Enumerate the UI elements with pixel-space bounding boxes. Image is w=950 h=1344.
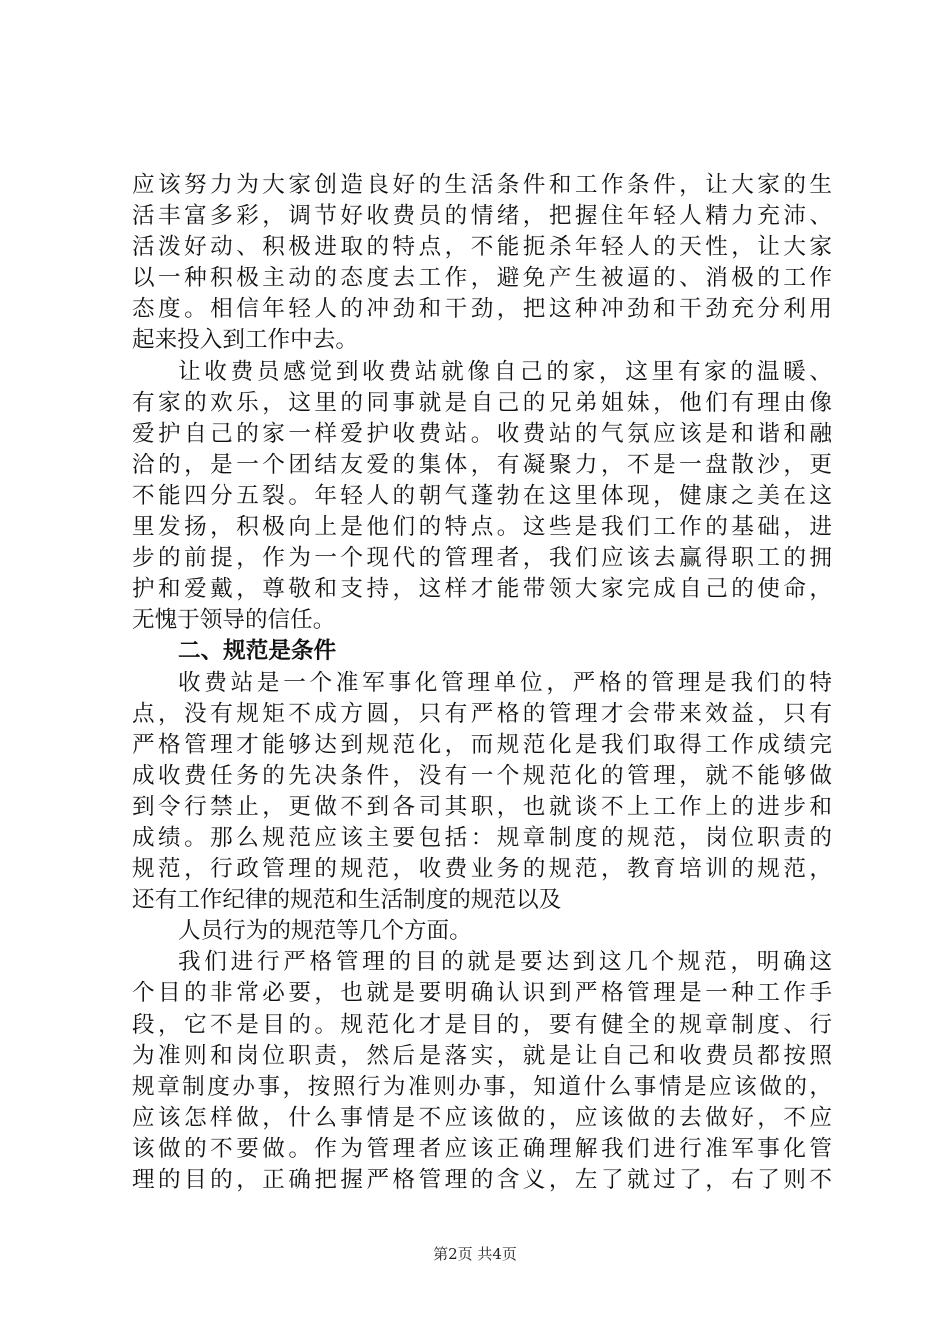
paragraph xyxy=(132,947,832,1196)
text-line: 里发扬，积极向上是他们的特点。这些是我们工作的基础，进 xyxy=(132,514,832,541)
text-line: 点，没有规矩不成方圆，只有严格的管理才会带来效益，只有 xyxy=(132,700,832,727)
text-line: 段，它不是目的。规范化才是目的，要有健全的规章制度、行 xyxy=(132,1011,832,1038)
body-text xyxy=(132,170,832,1196)
paragraph xyxy=(132,916,832,947)
paragraph xyxy=(132,357,832,637)
text-line: 洽的，是一个团结友爱的集体，有凝聚力，不是一盘散沙，更 xyxy=(132,451,832,478)
text-line: 理的目的，正确把握严格管理的含义，左了就过了，右了则不 xyxy=(132,1167,832,1193)
text-line: 态度。相信年轻人的冲劲和干劲，把这种冲劲和干劲充分利用 xyxy=(132,296,832,323)
text-line: 不能四分五裂。年轻人的朝气蓬勃在这里体现，健康之美在这 xyxy=(132,482,832,509)
text-line: 收费站是一个准军事化管理单位，严格的管理是我们的特 xyxy=(178,669,832,696)
text-line: 规章制度办事，按照行为准则办事，知道什么事情是应该做的， xyxy=(132,1073,832,1100)
text-line: 规范，行政管理的规范，收费业务的规范，教育培训的规范， xyxy=(132,856,832,883)
paragraph xyxy=(132,170,832,357)
text-line: 以一种积极主动的态度去工作，避免产生被逼的、消极的工作 xyxy=(132,265,832,292)
text-line: 该做的不要做。作为管理者应该正确理解我们进行准军事化管 xyxy=(132,1135,832,1162)
text-line: 爱护自己的家一样爱护收费站。收费站的气氛应该是和谐和融 xyxy=(132,420,832,447)
text-line: 无愧于领导的信任。 xyxy=(132,607,336,634)
text-line: 成绩。那么规范应该主要包括：规章制度的规范，岗位职责的 xyxy=(132,824,832,851)
text-line: 护和爱戴，尊敬和支持，这样才能带领大家完成自己的使命， xyxy=(132,576,832,603)
text-line: 起来投入到工作中去。 xyxy=(132,327,358,354)
text-line: 人员行为的规范等几个方面。 xyxy=(178,918,472,945)
text-line: 个目的非常必要，也就是要明确认识到严格管理是一种工作手 xyxy=(132,980,832,1007)
page-footer xyxy=(0,1244,950,1264)
text-line: 成收费任务的先决条件，没有一个规范化的管理，就不能够做 xyxy=(132,762,832,789)
text-line: 严格管理才能够达到规范化，而规范化是我们取得工作成绩完 xyxy=(132,731,832,758)
text-line: 步的前提，作为一个现代的管理者，我们应该去赢得职工的拥 xyxy=(132,545,832,572)
text-line: 我们进行严格管理的目的就是要达到这几个规范，明确这 xyxy=(178,949,832,976)
paragraph xyxy=(132,668,832,917)
text-line: 应该努力为大家创造良好的生活条件和工作条件，让大家的生 xyxy=(132,172,832,198)
text-line: 有家的欢乐，这里的同事就是自己的兄弟姐妹，他们有理由像 xyxy=(132,389,832,416)
text-line: 应该怎样做，什么事情是不应该做的，应该做的去做好，不应 xyxy=(132,1104,832,1131)
text-line: 到令行禁止，更做不到各司其职，也就谈不上工作上的进步和 xyxy=(132,793,832,820)
section-heading: 二、规范是条件 xyxy=(178,638,337,665)
text-line: 让收费员感觉到收费站就像自己的家，这里有家的温暖、 xyxy=(178,358,832,385)
text-line: 活泼好动、积极进取的特点，不能扼杀年轻人的天性，让大家 xyxy=(132,234,832,261)
text-line: 为准则和岗位职责，然后是落实，就是让自己和收费员都按照 xyxy=(132,1042,832,1069)
text-line: 活丰富多彩，调节好收费员的情绪，把握住年轻人精力充沛、 xyxy=(132,203,832,230)
page-number: 第2页 共4页 xyxy=(433,1245,517,1263)
text-line: 还有工作纪律的规范和生活制度的规范以及 xyxy=(132,887,562,914)
